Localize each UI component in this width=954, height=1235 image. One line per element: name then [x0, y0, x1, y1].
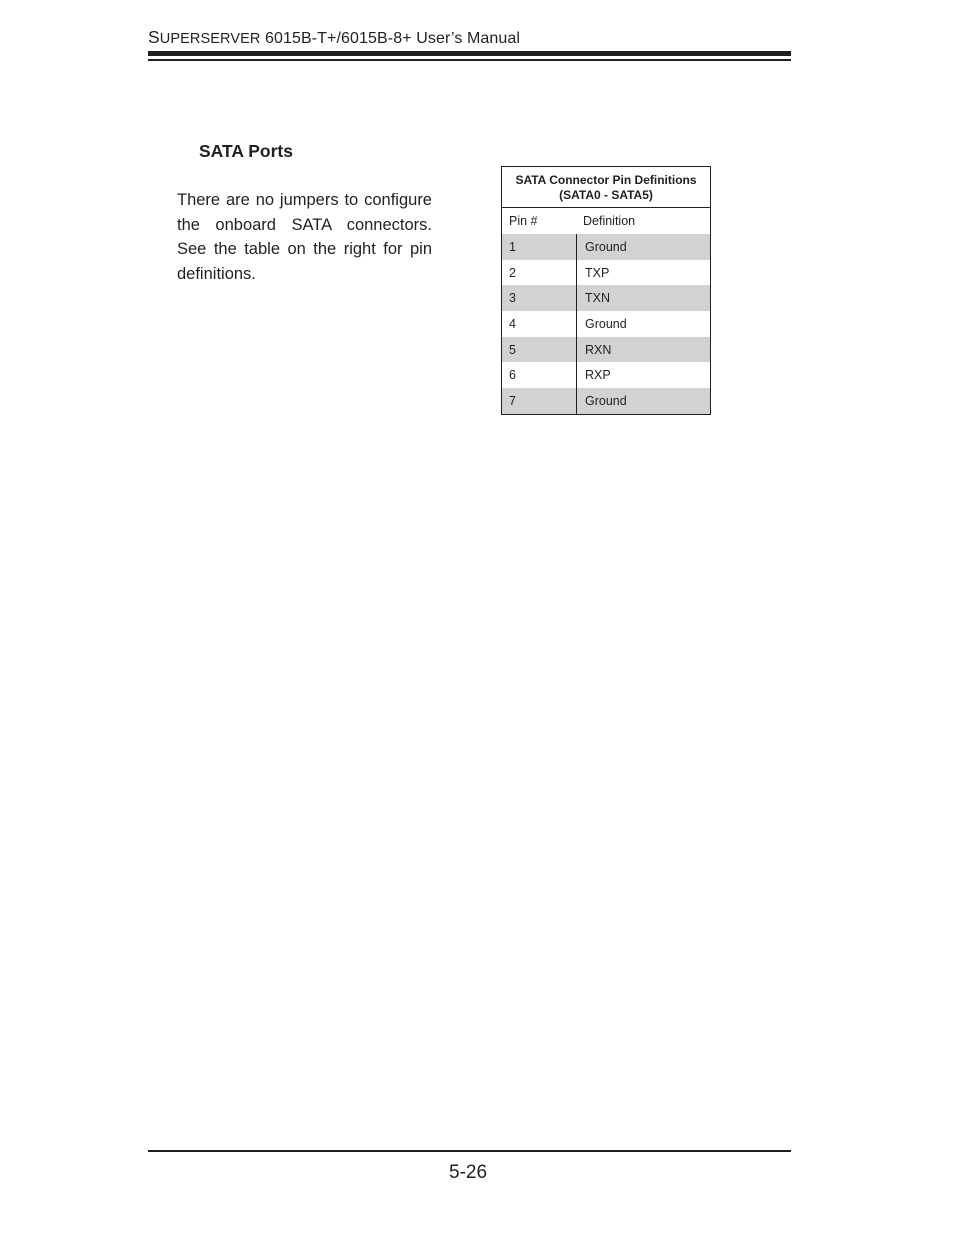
section-heading: SATA Ports — [199, 141, 293, 161]
table-header-row — [502, 208, 710, 234]
definition-cell: TXN — [585, 291, 610, 306]
definition-cell: Ground — [585, 316, 627, 331]
table-caption — [502, 167, 710, 208]
table-row — [502, 362, 710, 388]
pin-cell: 1 — [502, 234, 577, 260]
header-title-initial: S — [148, 27, 160, 47]
table-row — [502, 285, 710, 311]
table-row — [502, 260, 710, 286]
definition-cell: RXN — [585, 342, 612, 357]
definition-cell: TXP — [585, 265, 610, 280]
table-row — [502, 311, 710, 337]
pin-cell: 6 — [502, 362, 577, 388]
footer-rule — [148, 1150, 791, 1152]
page-number: 5-26 — [449, 1162, 488, 1183]
header-title-smallcaps: UPERSERVER — [159, 31, 261, 47]
table-row — [502, 337, 710, 363]
table-caption-line-1: SATA Connector Pin Definitions — [515, 173, 697, 187]
header-rule-thick — [148, 51, 791, 56]
header-rule-thin — [148, 59, 791, 61]
definition-cell: Ground — [585, 393, 627, 408]
pin-cell: 7 — [502, 388, 577, 414]
table-row — [502, 234, 710, 260]
definition-cell: Ground — [585, 239, 627, 254]
pin-cell: 5 — [502, 337, 577, 363]
section-body-text: There are no jumpers to configure the onboard SATA connectors. See the table on the right for pin definitions. — [177, 191, 432, 284]
pin-cell: 3 — [502, 285, 577, 311]
table-caption-line-2: (SATA0 - SATA5) — [559, 188, 653, 202]
pin-definitions-table — [501, 166, 711, 415]
pin-cell: 4 — [502, 311, 577, 337]
column-header-definition: Definition — [583, 214, 636, 228]
table-row — [502, 388, 710, 414]
running-header — [148, 27, 520, 48]
pin-cell: 2 — [502, 260, 577, 286]
header-title-rest: 6015B-T+/6015B-8+ User’s Manual — [260, 30, 521, 47]
column-header-pin: Pin # — [509, 214, 538, 228]
definition-cell: RXP — [585, 368, 611, 383]
